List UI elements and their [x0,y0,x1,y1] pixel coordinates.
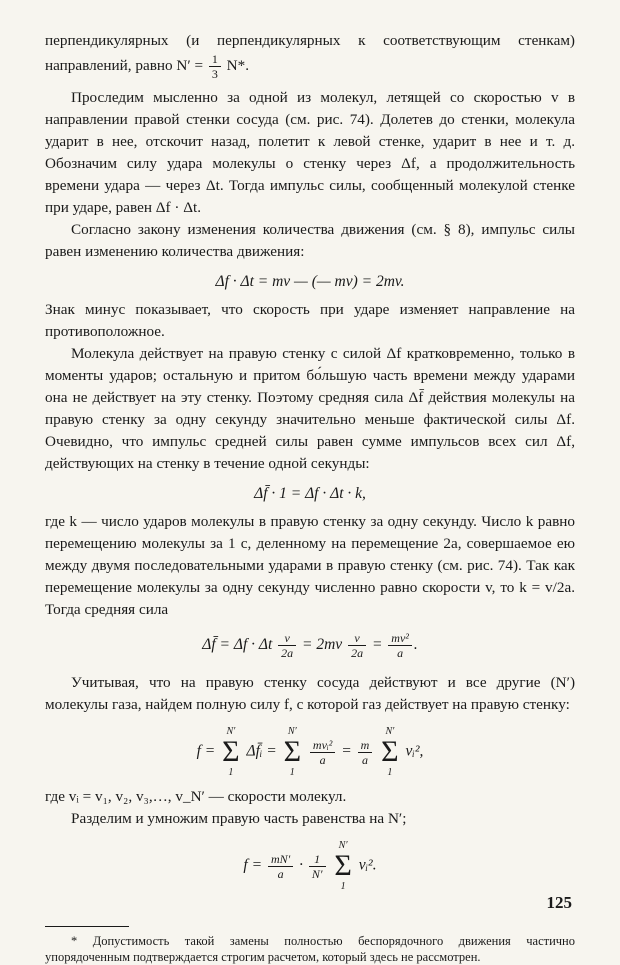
sigma-icon: Σ [222,735,240,768]
summation-3 [381,726,398,778]
eq4-part-b: Δf̄ᵢ = [246,742,277,760]
paragraph-2: Проследим мысленно за одной из молекул, летящей со скоростью v в направлении правой стенки сосуда (см. рис. 74). Долетев до стенки, молекула ударит в нее, отскочит назад, полетит к левой стенке, ударит в нее и т. д. Обозначим силу удара молекулы о стенку через Δf, а продолжительность времени удара — через Δt. Тогда импульс силы, сообщенный молекулой стенке при ударе, равен Δf · Δt. [45,89,575,216]
eq3-fraction-3 [388,631,412,660]
eq4-part-c: = [341,742,352,760]
footnote-divider [45,926,129,927]
eq5-part-c: vᵢ². [358,856,377,874]
equation-5 [45,840,575,892]
eq3-part-a: Δf̄ = Δf · Δt [202,636,273,654]
page-number: 125 [546,893,572,912]
p1-tail: N*. [222,56,250,74]
frac-den: a [361,752,368,767]
eq4-part-a: f = [196,742,216,760]
paragraph-1 [45,30,575,81]
frac-den: 2a [281,646,294,660]
equation-1: Δf · Δt = mv — (— mv) = 2mv. [215,273,405,290]
sum-upper: N′ [385,726,395,737]
equation-3 [45,631,575,660]
fraction-one-third [209,52,221,81]
frac-num: 1 [309,852,326,867]
paragraph-6: где k — число ударов молекулы в правую стенку за одну секунду. Число k равно перемещению молекулы за 1 с, деленному на перемещение 2a, совершаемое ею между двумя последовательными ударами в правую стенку (см. рис. 74). Так как перемещение молекулы за одну секунду численно равно скорости v, то k = v/2a. Тогда средняя сила [45,513,575,618]
frac-num: v [278,631,296,646]
sigma-icon: Σ [334,849,352,882]
frac-num: mvᵢ² [310,738,336,753]
frac-num: 1 [209,52,221,67]
sum-upper: N′ [338,840,348,851]
p1-text: перпендикулярных (и перпендикулярных к соответствующим стенкам) направлений, равно N′ = [45,32,575,74]
frac-den: 3 [211,67,218,81]
eq3-part-b: = 2mv [302,636,343,654]
eq5-fraction-2 [309,852,326,881]
eq3-part-c: = [371,636,383,654]
eq3-fraction-2 [348,631,366,660]
paragraph-8: где vᵢ = v₁, v₂, v₃,…, v_N′ — скорости молекул. [45,788,347,805]
summation-2 [284,726,301,778]
sum-upper: N′ [287,726,297,737]
sigma-icon: Σ [381,735,399,768]
paragraph-3: Согласно закону изменения количества движения (см. § 8), импульс силы равен изменению количества движения: [45,221,575,260]
eq4-fraction-2 [358,738,373,767]
equation-4 [45,726,575,778]
paragraph-9: Разделим и умножим правую часть равенства на N′; [71,810,407,827]
eq5-part-a: f = [243,856,263,874]
eq5-fraction-1 [268,852,293,881]
summation-1 [222,726,239,778]
eq5-part-b: · [299,856,303,874]
summation-4 [334,840,351,892]
sum-lower: 1 [289,767,295,778]
paragraph-7: Учитывая, что на правую стенку сосуда действуют и все другие (N′) молекулы газа, найдем полную силу f, с которой газ действует на правую стенку: [45,674,575,713]
frac-den: a [277,866,284,881]
paragraph-4: Знак минус показывает, что скорость при ударе изменяет направление на противоположное. [45,301,575,340]
eq3-end: . [413,636,418,654]
eq3-fraction-1 [278,631,296,660]
sum-lower: 1 [387,767,393,778]
page-body [45,30,575,965]
frac-den: a [397,646,404,660]
frac-num: v [348,631,366,646]
frac-num: m [358,738,373,753]
sum-lower: 1 [228,767,234,778]
eq4-fraction-1 [310,738,336,767]
frac-den: a [319,752,326,767]
footnote: * Допустимость такой замены полностью беспорядочного движения частично упорядоченным подтверждается строгим расчетом, который здесь не рассмотрен. [45,934,575,964]
eq4-part-d: vᵢ², [405,742,424,760]
sum-upper: N′ [226,726,236,737]
frac-den: 2a [351,646,364,660]
sigma-icon: Σ [283,735,302,768]
paragraph-5: Молекула действует на правую стенку с силой Δf кратковременно, только в моменты ударов; остальную и притом бо́льшую часть времени между ударами она не действует на эту стенку. Поэтому средняя сила Δf̄ действия молекулы на правую стенку за одну секунду значительно меньше фактической силы Δf. Очевидно, что импульс средней силы равен сумме импульсов всех сил Δf, действующих на стенку в течение одной секунды: [45,345,575,472]
equation-2: Δf̄ · 1 = Δf · Δt · k, [254,485,366,502]
frac-num: mN′ [268,852,293,867]
sum-lower: 1 [340,881,346,892]
frac-num: mv² [388,631,412,646]
frac-den: N′ [311,866,323,881]
